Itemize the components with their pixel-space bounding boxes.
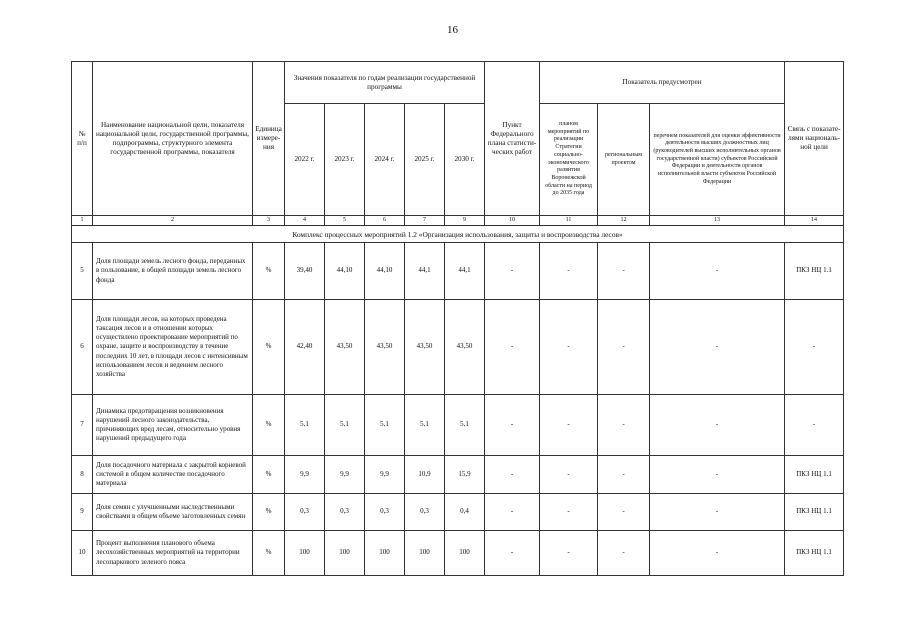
row-name: Динамика предотвращения возникновения нарушений лесного законодательства, причиняющих вред лесам, относительно уровня нарушений предыдущего года bbox=[93, 395, 253, 456]
row-value-2024: 43,50 bbox=[365, 300, 405, 395]
row-value-2023: 100 bbox=[325, 531, 365, 576]
column-number: 9 bbox=[445, 216, 485, 226]
row-regional: - bbox=[598, 395, 650, 456]
column-number: 2 bbox=[93, 216, 253, 226]
row-value-2024: 5,1 bbox=[365, 395, 405, 456]
row-unit: % bbox=[253, 395, 285, 456]
row-value-2030: 43,50 bbox=[445, 300, 485, 395]
row-value-2023: 44,10 bbox=[325, 243, 365, 300]
row-regional: - bbox=[598, 494, 650, 531]
row-performance: - bbox=[650, 395, 785, 456]
column-number: 10 bbox=[485, 216, 540, 226]
row-regional: - bbox=[598, 456, 650, 494]
row-num: 8 bbox=[72, 456, 93, 494]
table-row bbox=[72, 300, 844, 395]
header-year: 2022 г. bbox=[285, 104, 325, 216]
indicators-table bbox=[71, 61, 844, 576]
row-strategy: - bbox=[540, 243, 598, 300]
row-value-2030: 100 bbox=[445, 531, 485, 576]
header-year: 2025 г. bbox=[405, 104, 445, 216]
row-num: 5 bbox=[72, 243, 93, 300]
row-value-2024: 0,3 bbox=[365, 494, 405, 531]
row-stat: - bbox=[485, 300, 540, 395]
row-value-2022: 39,40 bbox=[285, 243, 325, 300]
header-stat-item: Пункт Федерального плана статисти-ческих работ bbox=[485, 62, 540, 216]
row-performance: - bbox=[650, 531, 785, 576]
row-performance: - bbox=[650, 243, 785, 300]
row-link: ПКЗ НЦ 1.1 bbox=[785, 243, 844, 300]
header-year: 2030 г. bbox=[445, 104, 485, 216]
row-num: 7 bbox=[72, 395, 93, 456]
row-unit: % bbox=[253, 300, 285, 395]
column-number: 14 bbox=[785, 216, 844, 226]
header-performance-list: перечнем показателей для оценки эффективности деятельности высших должностных лиц (руководителей высших исполнительных органов государственной власти) субъектов Российской Федерации и деятельности органов исполнительной власти субъектов Российской Федерации bbox=[650, 104, 785, 216]
row-value-2023: 5,1 bbox=[325, 395, 365, 456]
header-year: 2024 г. bbox=[365, 104, 405, 216]
row-value-2023: 0,3 bbox=[325, 494, 365, 531]
row-value-2025: 5,1 bbox=[405, 395, 445, 456]
column-number: 12 bbox=[598, 216, 650, 226]
column-number: 11 bbox=[540, 216, 598, 226]
row-strategy: - bbox=[540, 300, 598, 395]
row-value-2030: 5,1 bbox=[445, 395, 485, 456]
row-unit: % bbox=[253, 243, 285, 300]
column-number: 13 bbox=[650, 216, 785, 226]
header-year: 2023 г. bbox=[325, 104, 365, 216]
row-link: ПКЗ НЦ 1.1 bbox=[785, 531, 844, 576]
row-value-2030: 15,9 bbox=[445, 456, 485, 494]
header-values-group: Значения показателя по годам реализации государственной программы bbox=[285, 62, 485, 104]
row-num: 10 bbox=[72, 531, 93, 576]
row-value-2023: 43,50 bbox=[325, 300, 365, 395]
row-value-2025: 10,9 bbox=[405, 456, 445, 494]
row-value-2022: 100 bbox=[285, 531, 325, 576]
header-num: № п/п bbox=[72, 62, 93, 216]
row-strategy: - bbox=[540, 456, 598, 494]
section-title: Комплекс процессных мероприятий 1.2 «Организация использования, защиты и воспроизводства лесов» bbox=[72, 226, 844, 243]
header-unit: Единица измере-ния bbox=[253, 62, 285, 216]
page-number: 16 bbox=[447, 24, 458, 36]
row-strategy: - bbox=[540, 531, 598, 576]
table-row bbox=[72, 531, 844, 576]
row-value-2023: 9,9 bbox=[325, 456, 365, 494]
row-performance: - bbox=[650, 456, 785, 494]
row-value-2030: 0,4 bbox=[445, 494, 485, 531]
row-name: Процент выполнения планового объема лесохозяйственных мероприятий на территории лесопаркового зеленого пояса bbox=[93, 531, 253, 576]
row-value-2022: 5,1 bbox=[285, 395, 325, 456]
row-value-2025: 43,50 bbox=[405, 300, 445, 395]
row-value-2030: 44,1 bbox=[445, 243, 485, 300]
header-provided-group: Показатель предусмотрен bbox=[540, 62, 785, 104]
row-name: Доля площади земель лесного фонда, переданных в пользование, в общей площади земель лесного фонда bbox=[93, 243, 253, 300]
row-link: ПКЗ НЦ 1.1 bbox=[785, 494, 844, 531]
row-value-2024: 9,9 bbox=[365, 456, 405, 494]
column-number: 6 bbox=[365, 216, 405, 226]
section-row bbox=[72, 226, 844, 243]
row-strategy: - bbox=[540, 395, 598, 456]
row-link: - bbox=[785, 300, 844, 395]
column-number: 1 bbox=[72, 216, 93, 226]
row-strategy: - bbox=[540, 494, 598, 531]
row-performance: - bbox=[650, 300, 785, 395]
column-number: 3 bbox=[253, 216, 285, 226]
row-num: 9 bbox=[72, 494, 93, 531]
row-value-2022: 9,9 bbox=[285, 456, 325, 494]
row-value-2025: 0,3 bbox=[405, 494, 445, 531]
row-stat: - bbox=[485, 494, 540, 531]
row-stat: - bbox=[485, 456, 540, 494]
column-number: 5 bbox=[325, 216, 365, 226]
row-performance: - bbox=[650, 494, 785, 531]
row-value-2025: 100 bbox=[405, 531, 445, 576]
header-name: Наименование национальной цели, показателя национальной цели, государственной программы, подпрограммы, структурного элемента государственной программы, показателя bbox=[93, 62, 253, 216]
row-name: Доля посадочного материала с закрытой корневой системой в общем количестве посадочного материала bbox=[93, 456, 253, 494]
row-unit: % bbox=[253, 531, 285, 576]
column-number: 4 bbox=[285, 216, 325, 226]
column-number: 7 bbox=[405, 216, 445, 226]
row-stat: - bbox=[485, 243, 540, 300]
row-value-2024: 100 bbox=[365, 531, 405, 576]
row-regional: - bbox=[598, 531, 650, 576]
row-unit: % bbox=[253, 494, 285, 531]
table-row bbox=[72, 456, 844, 494]
row-value-2022: 0,3 bbox=[285, 494, 325, 531]
row-unit: % bbox=[253, 456, 285, 494]
table-row bbox=[72, 494, 844, 531]
row-regional: - bbox=[598, 300, 650, 395]
row-regional: - bbox=[598, 243, 650, 300]
row-num: 6 bbox=[72, 300, 93, 395]
row-value-2022: 42,40 bbox=[285, 300, 325, 395]
row-stat: - bbox=[485, 395, 540, 456]
table-row bbox=[72, 395, 844, 456]
row-name: Доля площади лесов, на которых проведена таксация лесов и в отношении которых осуществлено проектирование мероприятий по охране, защите и воспроизводству в течение последних 10 лет, в площади лесов с интенсивным использованием лесов и ведением лесного хозяйства bbox=[93, 300, 253, 395]
row-name: Доля семян с улучшенными наследственными свойствами в общем объеме заготовленных семян bbox=[93, 494, 253, 531]
header-regional-project: региональным проектом bbox=[598, 104, 650, 216]
row-link: - bbox=[785, 395, 844, 456]
row-stat: - bbox=[485, 531, 540, 576]
row-link: ПКЗ НЦ 1.1 bbox=[785, 456, 844, 494]
column-number-row bbox=[72, 216, 844, 226]
row-value-2025: 44,1 bbox=[405, 243, 445, 300]
row-value-2024: 44,10 bbox=[365, 243, 405, 300]
table-row bbox=[72, 243, 844, 300]
header-strategy-plan: планом мероприятий по реализации Стратегии социально-экономического развития Воронежской области на период до 2035 года bbox=[540, 104, 598, 216]
header-link: Связь с показате-лями националь-ной цели bbox=[785, 62, 844, 216]
